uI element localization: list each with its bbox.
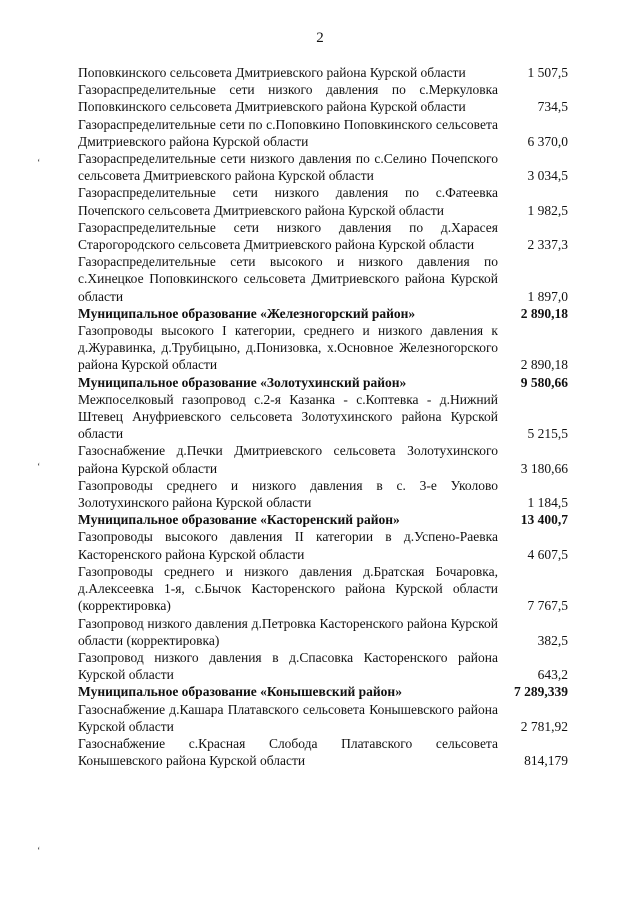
entry-row bbox=[78, 391, 568, 443]
entry-row bbox=[78, 184, 568, 218]
entry-text: Газораспределительные сети по с.Поповкино Поповкинского сельсовета Дмитриевского района Курской области bbox=[78, 116, 498, 149]
entry-row bbox=[78, 322, 568, 374]
entry-text: Муниципальное образование «Касторенский район» bbox=[78, 512, 400, 528]
entry-row bbox=[78, 649, 568, 683]
entry-value: 2 890,18 bbox=[520, 357, 568, 373]
entry-value: 3 180,66 bbox=[520, 460, 568, 476]
entry-value: 3 034,5 bbox=[527, 168, 568, 184]
entry-text: Газопроводы высокого давления II категории в д.Успено-Раевка Касторенского района Курской области bbox=[78, 529, 498, 562]
entry-row bbox=[78, 81, 568, 115]
entry-value: 814,179 bbox=[524, 753, 568, 769]
entry-value: 1 184,5 bbox=[527, 495, 568, 511]
entry-value: 5 215,5 bbox=[527, 426, 568, 442]
entry-text: Газопровод низкого давления д.Петровка Касторенского района Курской области (корректировка) bbox=[78, 615, 498, 648]
entry-text: Газоснабжение д.Кашара Платавского сельсовета Конышевского района Курской области bbox=[78, 701, 498, 734]
entry-value: 2 337,3 bbox=[527, 237, 568, 253]
margin-mark: ʻ bbox=[37, 462, 41, 473]
entry-value: 2 890,18 bbox=[520, 305, 568, 321]
section-header bbox=[78, 511, 568, 528]
entry-text: Газоснабжение д.Печки Дмитриевского сельсовета Золотухинского района Курской области bbox=[78, 443, 498, 476]
entry-value: 6 370,0 bbox=[527, 133, 568, 149]
section-header bbox=[78, 305, 568, 322]
entry-value: 7 767,5 bbox=[527, 598, 568, 614]
entry-value: 734,5 bbox=[537, 99, 568, 115]
entry-value: 1 897,0 bbox=[527, 288, 568, 304]
entry-text: Газопроводы среднего и низкого давления д.Братская Бочаровка, д.Алексеевка 1-я, с.Бычок Касторенского района Курской области (корректировка) bbox=[78, 563, 498, 614]
entry-row bbox=[78, 442, 568, 476]
entry-row bbox=[78, 563, 568, 615]
entry-text: Газопроводы высокого I категории, среднего и низкого давления к д.Журавинка, д.Трубицыно, д.Понизовка, х.Основное Железногорского района Курской области bbox=[78, 323, 498, 373]
entry-text: Газораспределительные сети низкого давления по с.Селино Почепского сельсовета Дмитриевского района Курской области bbox=[78, 151, 498, 184]
entry-row bbox=[78, 528, 568, 562]
entry-value: 382,5 bbox=[537, 632, 568, 648]
entry-value: 13 400,7 bbox=[520, 512, 568, 528]
entry-row bbox=[78, 735, 568, 769]
entry-row bbox=[78, 253, 568, 305]
entry-value: 2 781,92 bbox=[520, 718, 568, 734]
entry-value: 643,2 bbox=[537, 667, 568, 683]
entry-text: Межпоселковый газопровод с.2-я Казанка - с.Коптевка - д.Нижний Штевец Ануфриевского сельсовета Золотухинского района Курской области bbox=[78, 391, 498, 442]
entry-value: 9 580,66 bbox=[520, 374, 568, 390]
entry-text: Газораспределительные сети низкого давления по с.Меркуловка Поповкинского сельсовета Дмитриевского района Курской области bbox=[78, 82, 498, 115]
entry-text: Газораспределительные сети низкого давления по с.Фатеевка Почепского сельсовета Дмитриевского района Курской области bbox=[78, 185, 498, 218]
entry-row bbox=[78, 219, 568, 253]
entry-text: Муниципальное образование «Золотухинский район» bbox=[78, 374, 407, 390]
entry-row bbox=[78, 477, 568, 511]
entry-text: Газоснабжение с.Красная Слобода Платавского сельсовета Конышевского района Курской области bbox=[78, 735, 498, 769]
section-header bbox=[78, 683, 568, 700]
entry-text: Муниципальное образование «Железногорский район» bbox=[78, 305, 416, 321]
entry-text: Поповкинского сельсовета Дмитриевского района Курской области bbox=[78, 65, 466, 80]
margin-mark: ʻ bbox=[37, 158, 41, 169]
entry-row bbox=[78, 150, 568, 184]
entry-text: Газопровод низкого давления в д.Спасовка Касторенского района Курской области bbox=[78, 649, 498, 683]
entry-text: Муниципальное образование «Конышевский район» bbox=[78, 684, 402, 700]
entry-row bbox=[78, 615, 568, 649]
document-body bbox=[78, 64, 568, 769]
margin-mark: ʻ bbox=[37, 846, 41, 857]
entry-value: 4 607,5 bbox=[527, 546, 568, 562]
section-header bbox=[78, 374, 568, 391]
entry-text: Газопроводы среднего и низкого давления в с. 3-е Уколово Золотухинского района Курской области bbox=[78, 477, 498, 511]
entry-value: 1 982,5 bbox=[527, 202, 568, 218]
entry-row bbox=[78, 116, 568, 150]
entry-text: Газораспределительные сети высокого и низкого давления по с.Хинецкое Поповкинского сельсовета Дмитриевского района Курской области bbox=[78, 254, 498, 304]
entry-text: Газораспределительные сети низкого давления по д.Харасея Старогородского сельсовета Дмитриевского района Курской области bbox=[78, 219, 498, 253]
entry-row bbox=[78, 64, 568, 81]
entry-row bbox=[78, 701, 568, 735]
page-number: 2 bbox=[316, 30, 324, 46]
entry-value: 1 507,5 bbox=[527, 65, 568, 80]
entry-value: 7 289,339 bbox=[514, 684, 568, 700]
